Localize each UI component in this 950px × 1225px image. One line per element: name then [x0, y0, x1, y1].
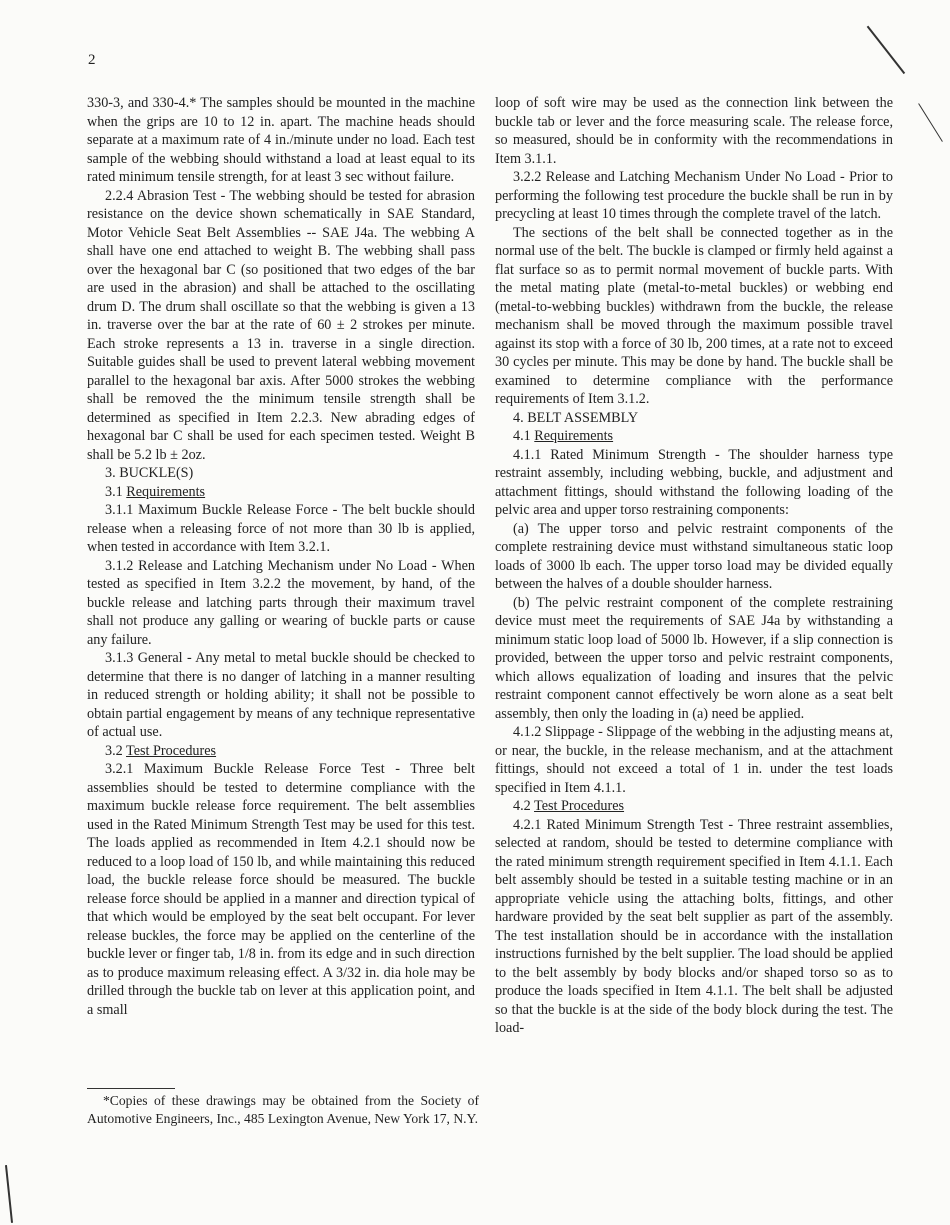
left-column — [87, 94, 475, 1019]
heading-label: Requirements — [534, 428, 614, 444]
section-heading-rh41 — [495, 427, 893, 446]
heading-label: Test Procedures — [126, 742, 217, 759]
paragraph-r1: loop of soft wire may be used as the connection link between the buckle tab or lever and the force measuring scale. The release force, so measured, should be in conformity with the recommendations in Item 3.1.1. — [495, 95, 893, 167]
paragraph-p311: 3.1.1 Maximum Buckle Release Force - The belt buckle should release when a releasing force of not more than 30 lb is applied, when tested in accordance with Item 3.2.1. — [87, 502, 475, 555]
paragraph-p1: 330-3, and 330-4.* The samples should be mounted in the machine when the grips are 10 to 12 in. apart. The machine heads should separate at a maximum rate of 4 in./minute under no load. Each test sample of the webbing should withstand a load at least equal to its rated minimum tensile strength, for at least 3 sec without failure. — [87, 95, 475, 185]
heading-number: 3.2 — [105, 742, 127, 759]
paragraph-r412: 4.1.2 Slippage - Slippage of the webbing in the adjusting means at, or near, the buckle, in the release mechanism, and at the attachment fittings, should not exceed a total of 1 in. under the test loads specified in Item 4.1.1. — [495, 724, 893, 796]
section-heading-h31 — [87, 483, 475, 502]
paragraph-p312: 3.1.2 Release and Latching Mechanism under No Load - When tested as specified in Item 3.2.2 the movement, by hand, of the buckle release and latching parts through their maximum travel shall not produce any galling or wearing of buckle parts or cause any failure. — [87, 557, 475, 648]
heading-label: Requirements — [126, 483, 206, 500]
footnote: *Copies of these drawings may be obtained from the Society of Automotive Engineers, Inc., 485 Lexington Avenue, New York 17, N.Y. — [87, 1093, 479, 1126]
heading-number: 4.2 — [513, 798, 535, 814]
paragraph-r322: 3.2.2 Release and Latching Mechanism Under No Load - Prior to performing the following test procedure the buckle shall be run in by precycling at least 10 times through the complete travel of the latch. — [495, 169, 893, 222]
paragraph-r2: The sections of the belt shall be connected together as in the normal use of the belt. The buckle is clamped or firmly held against a flat surface so as to permit normal movement of buckle parts. With the metal mating plate (metal-to-metal buckles) or webbing end (metal-to-webbing buckles) withdrawn from the buckle, the release mechanism shall be moved through the maximum possible travel against its stop with a force of 30 lb, 200 times, at a rate not to exceed 30 cycles per minute. This may be done by hand. The buckle shall be examined to determine compliance with the performance requirements of Item 3.1.2. — [495, 224, 893, 407]
paragraph-r411a: (a) The upper torso and pelvic restraint components of the complete restraining device must withstand simultaneous static loop loads of 3000 lb each. The upper torso load may be divided equally between the halves of a double shoulder harness. — [495, 520, 893, 592]
section-heading-rh4: 4. BELT ASSEMBLY — [513, 409, 639, 426]
scan-mark-bottom-left — [5, 1165, 13, 1223]
scan-mark-top-right — [867, 26, 905, 74]
section-heading-h3: 3. BUCKLE(S) — [105, 465, 194, 481]
paragraph-r411b: (b) The pelvic restraint component of the complete restraining device must meet the requirements of SAE J4a by withstanding a minimum static loop load of 5000 lb. However, if a slip connection is provided, between the upper torso and pelvic restraint components, which allows equalization of loading and insures that the pelvic restraint component cannot effectively be worn alone as a seat belt assembly, then only the loading in (a) need be applied. — [495, 594, 893, 722]
paragraph-p321: 3.2.1 Maximum Buckle Release Force Test - Three belt assemblies should be tested to determine compliance with the maximum buckle release force requirement. The belt assemblies used in the Rated Minimum Strength Test may be used for this test. The loads applied as recommended in Item 4.2.1 should now be reduced to a loop load of 150 lb, and while maintaining this reduced load, the buckle release force should be measured. The buckle release force should be applied in a manner and direction typical of that which would be employed by the seat belt occupant. For lever release buckles, the force may be applied on the centerline of the buckle lever or finger tab, 1/8 in. from its edge and in such direction as to produce maximum releasing effect. A 3/32 in. dia hole may be drilled through the buckle tab on lever at this application point, and a small — [87, 761, 475, 1018]
footnote-rule — [87, 1088, 175, 1089]
paragraph-p2: 2.2.4 Abrasion Test - The webbing should be tested for abrasion resistance on the device shown schematically in SAE Standard, Motor Vehicle Seat Belt Assemblies -- SAE J4a. The webbing A shall have one end attached to weight B. The webbing shall pass over the hexagonal bar C (so positioned that two edges of the bar are used in the abrasion) and shall be attached to the oscillating drum D. The drum shall oscillate so that the webbing is given a 13 in. traverse over the bar at the rate of 60 ± 2 strokes per minute. Each stroke represents a 13 in. traverse in a single direction. Suitable guides shall be used to prevent lateral webbing movement parallel to the hexagonal bar axis. After 5000 strokes the webbing shall be removed the the minimum tensile strength shall be determined as specified in Item 2.2.3. New abrading edges of hexagonal bar C shall be used for each specimen tested. Weight B shall be 5.2 lb ± 2oz. — [87, 187, 475, 463]
section-heading-rh42 — [495, 797, 893, 816]
paragraph-r411: 4.1.1 Rated Minimum Strength - The shoulder harness type restraint assembly, including webbing, buckle, and adjustment and attachment fittings, should withstand the following loading of the pelvic area and upper torso restraining components: — [495, 446, 893, 518]
right-column — [495, 94, 893, 1038]
heading-number: 4.1 — [513, 428, 535, 444]
paragraph-r421: 4.2.1 Rated Minimum Strength Test - Three restraint assemblies, selected at random, should be tested to determine compliance with the rated minimum strength requirement specified in Item 4.1.1. Each belt assembly should be tested in a suitable testing machine or in an appropriate vehicle using the attaching bolts, fittings, and other hardware provided by the seat belt supplier as part of the assembly. The test installation should be in accordance with the installation instructions furnished by the belt supplier. The load should be applied to the belt assembly by body blocks and/or shaped torso so as to produce the loads specified in Item 4.1.1. The belt shall be adjusted so that the buckle is at the side of the body block during the test. The load- — [495, 816, 893, 1036]
scan-mark-right-edge — [918, 103, 943, 142]
paragraph-p313: 3.1.3 General - Any metal to metal buckle should be checked to determine that there is no danger of latching in a manner resulting in reduced strength or holding ability; it shall not be possible to obtain partial engagement by means of any technique representative of actual use. — [87, 650, 475, 740]
heading-label: Test Procedures — [534, 798, 625, 814]
page-number: 2 — [88, 52, 96, 68]
section-heading-h32 — [87, 742, 475, 761]
heading-number: 3.1 — [105, 483, 127, 500]
